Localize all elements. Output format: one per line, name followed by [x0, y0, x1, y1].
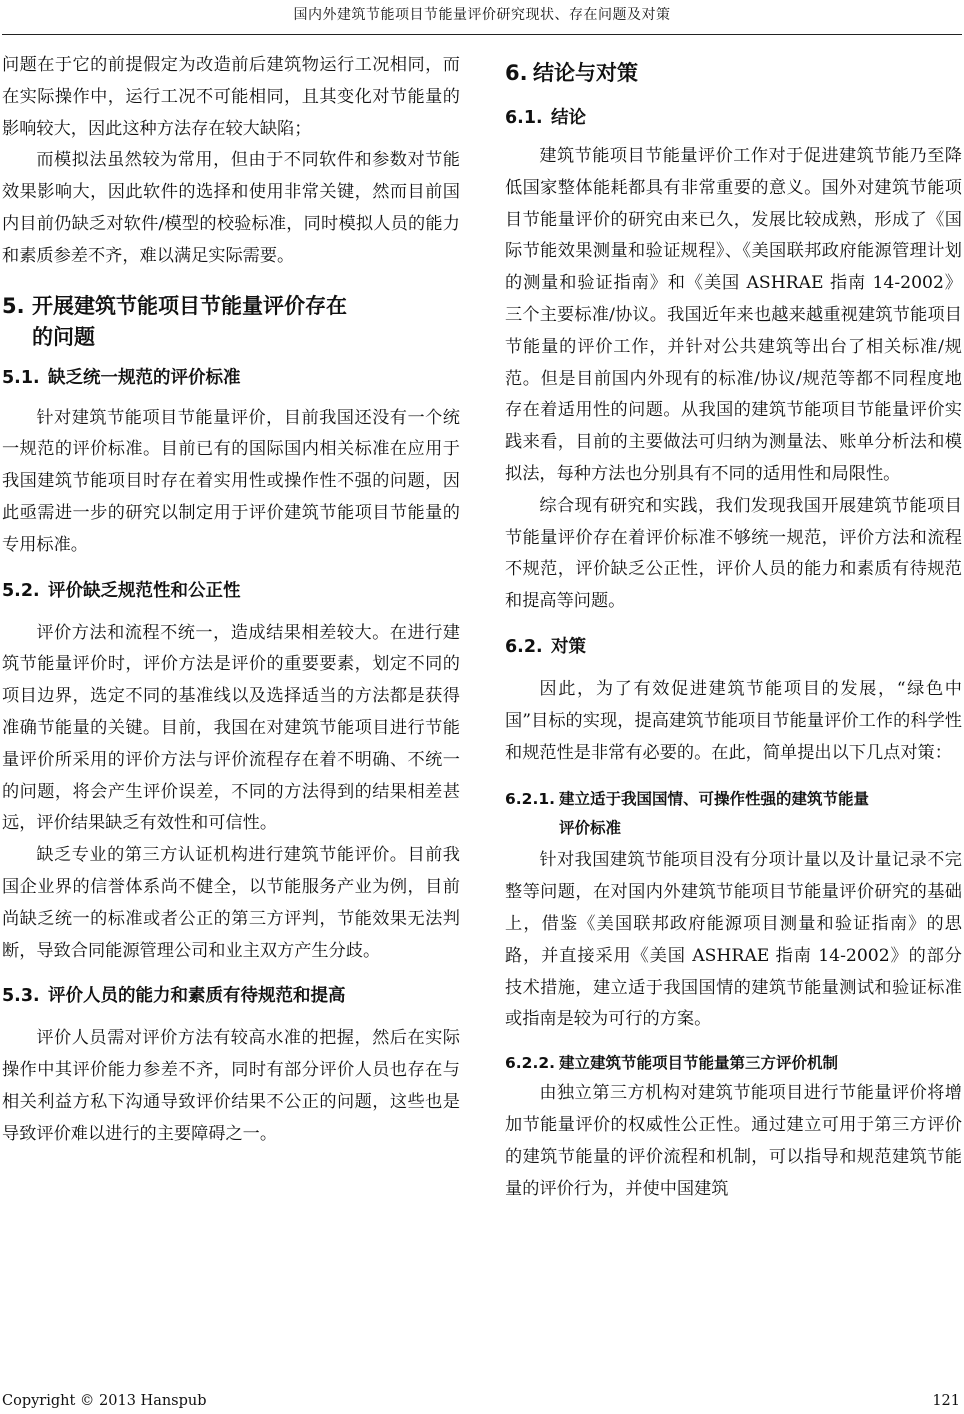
paragraph-6-1a: 建筑节能项目节能量评价工作对于促进建筑节能乃至降低国家整体能耗都具有非常重要的意义。国外对建筑节能项目节能量评价的研究由来已久，发展比较成熟，形成了《国际节能效果测量和验证规程》、《美国联邦政府能源管理计划的测量和验证指南》和《美国 ASHRAE 指南 14-2002》三个主要标准/协议。我国近年来也越来越重视建筑节能项目节能量的评价工作，并针对公共建筑等出台了相关标准/规范。但是目前国内外现有的标准/协议/规范等都不同程度地存在着适用性的问题。从我国的建筑节能项目节能量评价实践来看，目前的主要做法可归纳为测量法、账单分析法和模拟法，每种方法也分别具有不同的适用性和局限性。	[505, 146, 962, 484]
section-title: 评价人员的能力和素质有待规范和提高	[48, 986, 346, 1007]
section-title: 结论	[551, 108, 586, 128]
section-title: 结论与对策	[533, 61, 638, 85]
paragraph-5-2b: 缺乏专业的第三方认证机构进行建筑节能评价。目前我国企业界的信誉体系尚不健全，以节能服务产业为例，目前尚缺乏统一的标准或者公正的第三方评判，节能效果无法判断，导致合同能源管理公司和业主双方产生分歧。	[2, 845, 460, 961]
section-6-2-heading	[505, 634, 962, 660]
section-6-2-1-heading	[505, 785, 962, 843]
paragraph-5-2a: 评价方法和流程不统一，造成结果相差较大。在进行建筑节能量评价时，评价方法是评价的重要要素，划定不同的项目边界，选定不同的基准线以及选择适当的方法都是获得准确节能量的关键。目前，我国在对建筑节能项目进行节能量评价所采用的评价方法与评价流程存在着不明确、不统一的问题，将会产生评价误差，不同的方法得到的结果相差甚远，评价结果缺乏有效性和可信性。	[2, 622, 460, 834]
section-title: 开展建筑节能项目节能量评价存在的问题	[32, 293, 347, 349]
section-6-2-2-heading	[505, 1050, 962, 1076]
header-rule	[2, 34, 962, 35]
section-title: 对策	[551, 636, 586, 657]
section-title: 评价缺乏规范性和公正性	[48, 580, 241, 601]
running-header: 国内外建筑节能项目节能量评价研究现状、存在问题及对策	[293, 7, 671, 23]
paragraph-6-2-2: 由独立第三方机构对建筑节能项目进行节能量评价将增加节能量评价的权威性公正性。通过建立可用于第三方评价的建筑节能量的评价流程和机制，可以指导和规范建筑节能量的评价行为，并使中国建筑	[505, 1083, 962, 1199]
section-title: 建立适于我国国情、可操作性强的建筑节能量评价标准	[559, 790, 870, 838]
paragraph-continued: 问题在于它的前提假定为改造前后建筑物运行工况相同，而在实际操作中，运行工况不可能相同，且其变化对节能量的影响较大，因此这种方法存在较大缺陷；	[2, 55, 460, 139]
paragraph-6-2-1: 针对我国建筑节能项目没有分项计量以及计量记录不完整等问题，在对国内外建筑节能项目节能量评价研究的基础上，借鉴《美国联邦政府能源项目测量和验证指南》的思路，并直接采用《美国 ASHRAE 指南 14-2002》的部分技术措施，建立适于我国国情的建筑节能量测试和验证标准或指南是较为可行的方案。	[505, 850, 962, 1030]
section-number: 6.2.1.	[505, 790, 556, 809]
footer-copyright: Copyright © 2013 Hanspub	[2, 1393, 207, 1409]
section-number: 5.3.	[2, 986, 40, 1007]
paragraph-6-2: 因此，为了有效促进建筑节能项目的发展，“绿色中国”目标的实现，提高建筑节能项目节能量评价工作的科学性和规范性是非常有必要的。在此，简单提出以下几点对策：	[505, 678, 962, 763]
section-number: 6.1.	[505, 108, 543, 128]
section-number: 5.2.	[2, 580, 40, 601]
section-number: 6.2.	[505, 636, 543, 657]
paragraph-5-1: 针对建筑节能项目节能量评价，目前我国还没有一个统一规范的评价标准。目前已有的国际国内相关标准在应用于我国建筑节能项目时存在着实用性或操作性不强的问题，因此亟需进一步的研究以制定用于评价建筑节能项目节能量的专用标准。	[2, 407, 460, 555]
page-number: 121	[932, 1393, 960, 1409]
right-column	[505, 50, 962, 1205]
left-column	[2, 50, 460, 1151]
section-number: 6.	[505, 61, 528, 85]
section-number: 5.1.	[2, 367, 40, 388]
section-number: 6.2.2.	[505, 1054, 556, 1073]
section-5-2-heading	[2, 578, 460, 604]
paragraph-5-3: 评价人员需对评价方法有较高水准的把握，然后在实际操作中其评价能力参差不齐，同时有部分评价人员也存在与相关利益方私下沟通导致评价结果不公正的问题，这些也是导致评价难以进行的主要障碍之一。	[2, 1028, 460, 1144]
section-title: 缺乏统一规范的评价标准	[48, 367, 241, 388]
paragraph-6-1b: 综合现有研究和实践，我们发现我国开展建筑节能项目节能量评价存在着评价标准不够统一规范，评价方法和流程不规范，评价缺乏公正性，评价人员的能力和素质有待规范和提高等问题。	[505, 495, 962, 612]
section-6-1-heading	[505, 105, 962, 131]
paragraph-simulation: 而模拟法虽然较为常用，但由于不同软件和参数对节能效果影响大，因此软件的选择和使用非常关键，然而目前国内目前仍缺乏对软件/模型的校验标准，同时模拟人员的能力和素质参差不齐，难以满足实际需要。	[2, 150, 460, 266]
section-5-1-heading	[2, 365, 460, 391]
section-title: 建立建筑节能项目节能量第三方评价机制	[559, 1054, 839, 1073]
section-5-3-heading	[2, 983, 460, 1009]
section-number: 5.	[2, 293, 25, 318]
section-6-heading	[505, 58, 962, 89]
section-5-heading	[2, 291, 460, 353]
